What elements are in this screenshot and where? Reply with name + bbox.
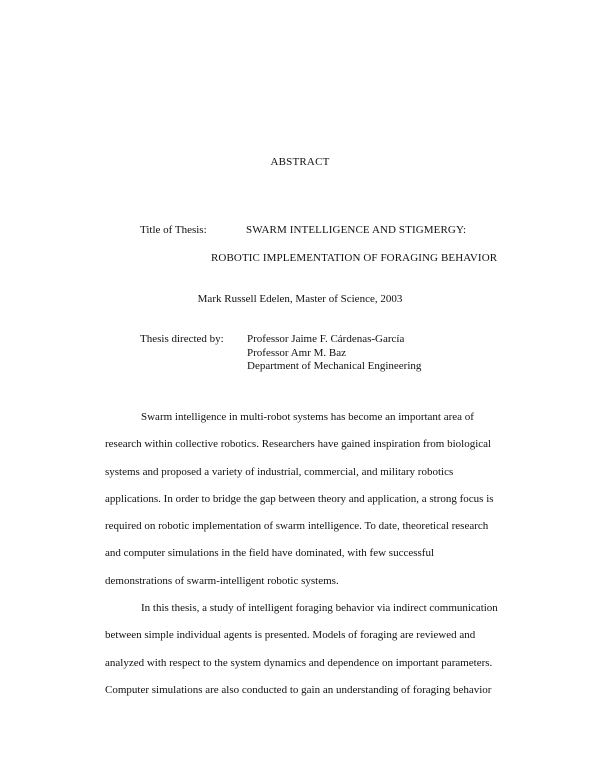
- abstract-body: [105, 404, 519, 704]
- title-label: Title of Thesis:: [140, 224, 207, 236]
- paragraph-line: between simple individual agents is presented. Models of foraging are reviewed and: [105, 629, 476, 642]
- advisor-1: Professor Jaime F. Cárdenas-García: [247, 333, 405, 345]
- paragraph-line: Computer simulations are also conducted to gain an understanding of foraging behavior: [105, 683, 492, 696]
- paragraph-2: [105, 595, 519, 704]
- paragraph-line: research within collective robotics. Researchers have gained inspiration from biological: [105, 438, 492, 451]
- paragraph-line: and computer simulations in the field have dominated, with few successful: [105, 547, 435, 560]
- department: Department of Mechanical Engineering: [247, 360, 422, 372]
- paragraph-line: applications. In order to bridge the gap between theory and application, a strong focus is: [105, 492, 494, 505]
- paragraph-line: Swarm intelligence in multi-robot systems has become an important area of: [141, 411, 474, 423]
- thesis-title-line-2: ROBOTIC IMPLEMENTATION OF FORAGING BEHAVIOR: [211, 252, 498, 264]
- author-degree-line: Mark Russell Edelen, Master of Science, 2003: [197, 293, 403, 305]
- paragraph-line: required on robotic implementation of swarm intelligence. To date, theoretical research: [105, 520, 489, 533]
- directed-by-label: Thesis directed by:: [140, 333, 224, 345]
- paragraph-line: analyzed with respect to the system dynamics and dependence on important parameters.: [105, 656, 493, 669]
- abstract-heading: ABSTRACT: [270, 156, 330, 168]
- paragraph-line: demonstrations of swarm-intelligent robotic systems.: [105, 574, 339, 587]
- paragraph-line: In this thesis, a study of intelligent foraging behavior via indirect communication: [141, 602, 498, 615]
- advisor-2: Professor Amr M. Baz: [247, 346, 346, 359]
- paragraph-1: [105, 404, 519, 595]
- paragraph-line: systems and proposed a variety of industrial, commercial, and military robotics: [105, 465, 454, 478]
- advisor-list: [247, 333, 421, 374]
- thesis-title-line-1: SWARM INTELLIGENCE AND STIGMERGY:: [246, 224, 467, 236]
